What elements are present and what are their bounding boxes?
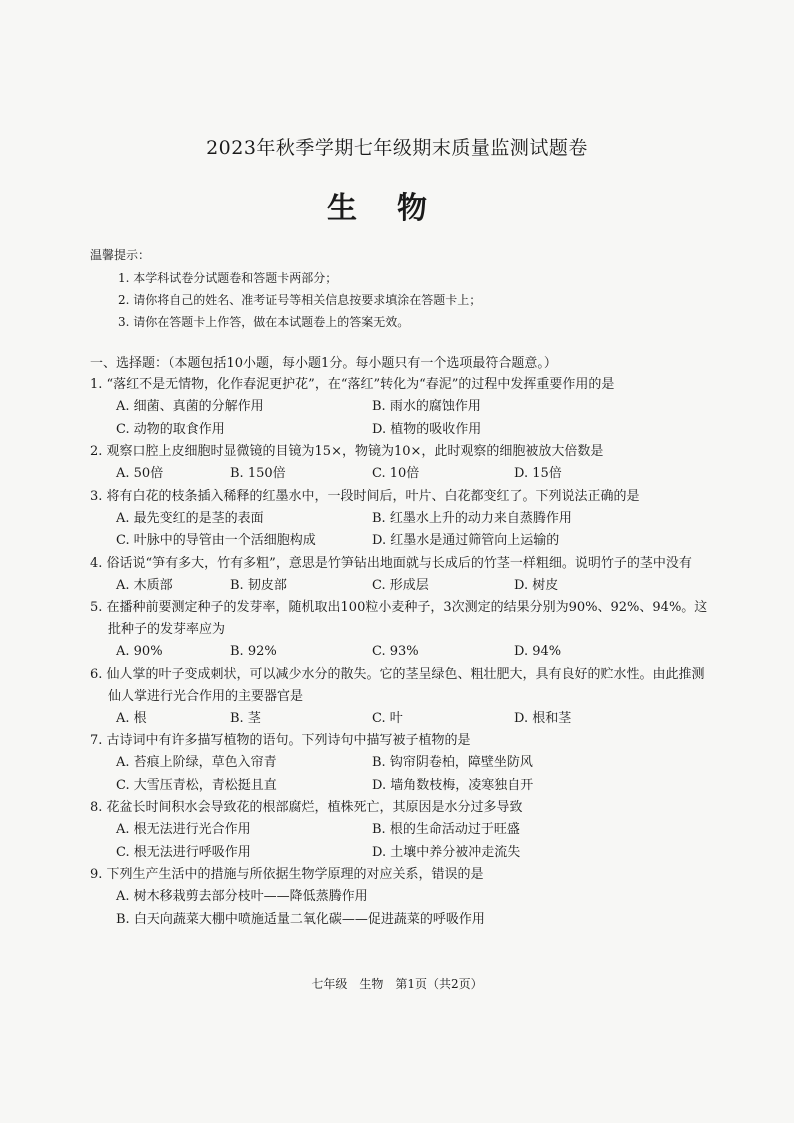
option-c: C. 动物的取食作用 <box>116 421 225 437</box>
option-c: C. 大雪压青松，青松挺且直 <box>116 777 277 793</box>
option-d: D. 94% <box>514 644 562 659</box>
option-d: D. 植物的吸收作用 <box>372 421 482 437</box>
question-stem: 4. 俗话说“笋有多大，竹有多粗”，意思是竹笋钻出地面就与长成后的竹茎一样粗细。说明竹子的茎中没有 <box>90 555 692 571</box>
option-d: D. 红墨水是通过筛管向上运输的 <box>372 533 560 548</box>
question-9 <box>90 864 710 931</box>
question-stem: 2. 观察口腔上皮细胞时显微镜的目镜为15×，物镜为10×，此时观察的细胞被放大倍数是 <box>90 444 604 459</box>
option-c: C. 叶 <box>372 710 403 726</box>
section-heading: 一、选择题：（本题包括10小题，每小题1分。每小题只有一个选项最符合题意。） <box>90 356 557 371</box>
question-stem: 9. 下列生产生活中的措施与所依据生物学原理的对应关系，错误的是 <box>90 867 484 882</box>
option-a: A. 根无法进行光合作用 <box>116 822 251 837</box>
option-d: D. 土壤中养分被冲走流失 <box>372 844 521 860</box>
option-c: C. 根无法进行呼吸作用 <box>116 844 251 860</box>
question-1 <box>90 374 710 441</box>
question-stem: 3. 将有白花的枝条插入稀释的红墨水中，一段时间后，叶片、白花都变红了。下列说法正确的是 <box>90 488 640 504</box>
option-a: A. 苔痕上阶绿，草色入帘青 <box>116 755 277 770</box>
option-a: A. 细菌、真菌的分解作用 <box>116 399 264 414</box>
tips-heading: 温馨提示： <box>90 248 151 262</box>
option-d: D. 墙角数枝梅，凌寒独自开 <box>372 777 534 793</box>
option-d: D. 树皮 <box>514 577 559 593</box>
question-7 <box>90 730 710 797</box>
option-a: A. 树木移栽剪去部分枝叶——降低蒸腾作用 <box>116 889 368 904</box>
question-6 <box>90 664 710 731</box>
option-c: C. 93% <box>372 644 419 659</box>
option-a: A. 木质部 <box>116 577 173 593</box>
option-b: B. 雨水的腐蚀作用 <box>372 399 481 414</box>
question-stem: 6. 仙人掌的叶子变成刺状，可以减少水分的散失。它的茎呈绿色、粗壮肥大，具有良好的贮水性。由此推测仙人掌进行光合作用的主要器官是 <box>90 666 705 704</box>
question-stem: 5. 在播种前要测定种子的发芽率，随机取出100粒小麦种子，3次测定的结果分别为90%、92%、94%。这批种子的发芽率应为 <box>90 600 708 637</box>
subject-title: 生物 <box>327 191 467 226</box>
tip-item: 2. 请你将自己的姓名、准考证号等相关信息按要求填涂在答题卡上； <box>118 293 482 307</box>
option-b: B. 钩帘阴卷柏，障壁坐防风 <box>372 755 533 770</box>
question-3 <box>90 486 710 553</box>
question-2 <box>90 441 710 486</box>
exam-title: 2023年秋季学期七年级期末质量监测试题卷 <box>206 137 588 159</box>
option-b: B. 红墨水上升的动力来自蒸腾作用 <box>372 510 572 526</box>
question-stem: 8. 花盆长时间积水会导致花的根部腐烂，植株死亡，其原因是水分过多导致 <box>90 800 523 815</box>
option-c: C. 叶脉中的导管由一个活细胞构成 <box>116 533 316 548</box>
option-b: B. 韧皮部 <box>230 577 287 593</box>
option-a: A. 50倍 <box>116 466 164 481</box>
option-b: B. 茎 <box>230 710 261 726</box>
option-a: A. 最先变红的是茎的表面 <box>116 510 264 526</box>
option-b: B. 根的生命活动过于旺盛 <box>372 822 520 837</box>
question-stem: 7. 古诗词中有许多描写植物的语句。下列诗句中描写被子植物的是 <box>90 733 471 748</box>
option-d: D. 根和茎 <box>514 710 572 726</box>
option-b: B. 92% <box>230 644 277 659</box>
question-stem: 1. “落红不是无情物，化作春泥更护花”，在“落红”转化为“春泥”的过程中发挥重要作用的是 <box>90 377 615 392</box>
option-a: A. 根 <box>116 710 147 726</box>
question-8 <box>90 797 710 864</box>
option-b: B. 150倍 <box>230 466 286 481</box>
tip-item: 1. 本学科试卷分试题卷和答题卡两部分； <box>118 271 338 285</box>
page-footer: 七年级 生物 第1页（共2页） <box>311 977 483 991</box>
tip-item: 3. 请你在答题卡上作答，做在本试题卷上的答案无效。 <box>118 315 410 329</box>
tips-list <box>118 267 481 333</box>
option-b: B. 白天向蔬菜大棚中喷施适量二氧化碳——促进蔬菜的呼吸作用 <box>116 911 485 927</box>
question-4 <box>90 553 710 598</box>
question-5 <box>90 597 710 664</box>
question-list <box>90 374 710 931</box>
option-a: A. 90% <box>116 644 163 659</box>
option-c: C. 10倍 <box>372 466 420 481</box>
option-c: C. 形成层 <box>372 577 429 593</box>
option-d: D. 15倍 <box>514 466 562 481</box>
